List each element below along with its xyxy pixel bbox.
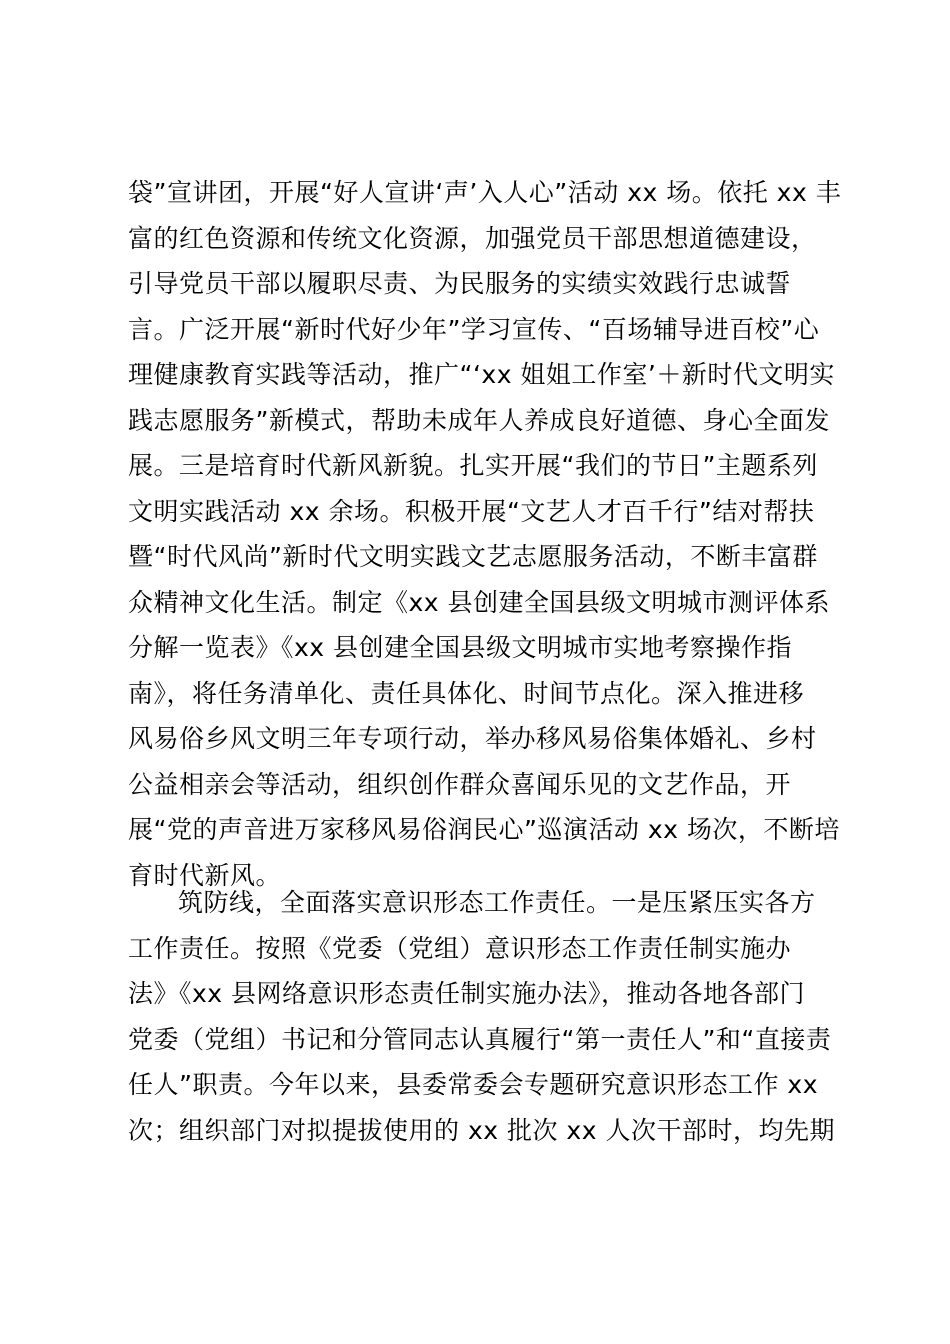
- paragraph-1-line: 言。广泛开展“新时代好少年”学习宣传、“百场辅导进百校”心: [128, 314, 820, 344]
- paragraph-1-line: 富的红色资源和传统文化资源，加强党员干部思想道德建设，: [128, 223, 817, 253]
- paragraph-1-line: 展。三是培育时代新风新貌。扎实开展“我们的节日”主题系列: [128, 451, 818, 480]
- paragraph-2-line: 工作责任。按照《党委（党组）意识形态工作责任制实施办: [128, 933, 792, 963]
- paragraph-1-line: 文明实践活动 xx 余场。积极开展“文艺人才百千行”结对帮扶: [128, 496, 815, 526]
- paragraph-1-line: 风易俗乡风文明三年专项行动，举办移风易俗集体婚礼、乡村: [128, 724, 817, 753]
- paragraph-2-line: 任人”职责。今年以来，县委常委会专题研究意识形态工作 xx: [128, 1070, 818, 1099]
- paragraph-2-line: 筑防线，全面落实意识形态工作责任。一是压紧压实各方: [178, 888, 816, 917]
- paragraph-1-line: 育时代新风。: [128, 860, 282, 890]
- paragraph-1-line: 暨“时代风尚”新时代文明实践文艺志愿服务活动，不断丰富群: [128, 542, 818, 571]
- paragraph-2-line: 次；组织部门对拟提拔使用的 xx 批次 xx 人次干部时，均先期: [128, 1115, 835, 1145]
- paragraph-1-line: 分解一览表》《xx 县创建全国县级文明城市实地考察操作指: [128, 633, 793, 662]
- paragraph-1-line: 袋”宣讲团，开展“好人宣讲‘声’入人心”活动 xx 场。依托 xx 丰: [128, 178, 842, 207]
- paragraph-1-line: 引导党员干部以履职尽责、为民服务的实绩实效践行忠诚誓: [128, 269, 792, 298]
- paragraph-1-line: 理健康教育实践等活动，推广“‘xx 姐姐工作室’＋新时代文明实: [128, 360, 835, 389]
- paragraph-1-line: 践志愿服务”新模式，帮助未成年人养成良好道德、身心全面发: [128, 405, 830, 435]
- paragraph-1-line: 南》，将任务清单化、责任具体化、时间节点化。深入推进移: [128, 678, 805, 708]
- paragraph-2-line: 党委（党组）书记和分管同志认真履行“第一责任人”和“直接责: [128, 1024, 832, 1054]
- paragraph-1: [128, 170, 848, 898]
- paragraph-2-line: 法》《xx 县网络意识形态责任制实施办法》，推动各地各部门: [128, 979, 806, 1008]
- paragraph-2: [128, 880, 848, 1153]
- paragraph-1-line: 众精神文化生活。制定《xx 县创建全国县级文明城市测评体系: [128, 587, 831, 617]
- paragraph-1-line: 展“党的声音进万家移风易俗润民心”巡演活动 xx 场次，不断培: [128, 815, 840, 844]
- paragraph-1-line: 公益相亲会等活动，组织创作群众喜闻乐见的文艺作品，开: [128, 769, 792, 799]
